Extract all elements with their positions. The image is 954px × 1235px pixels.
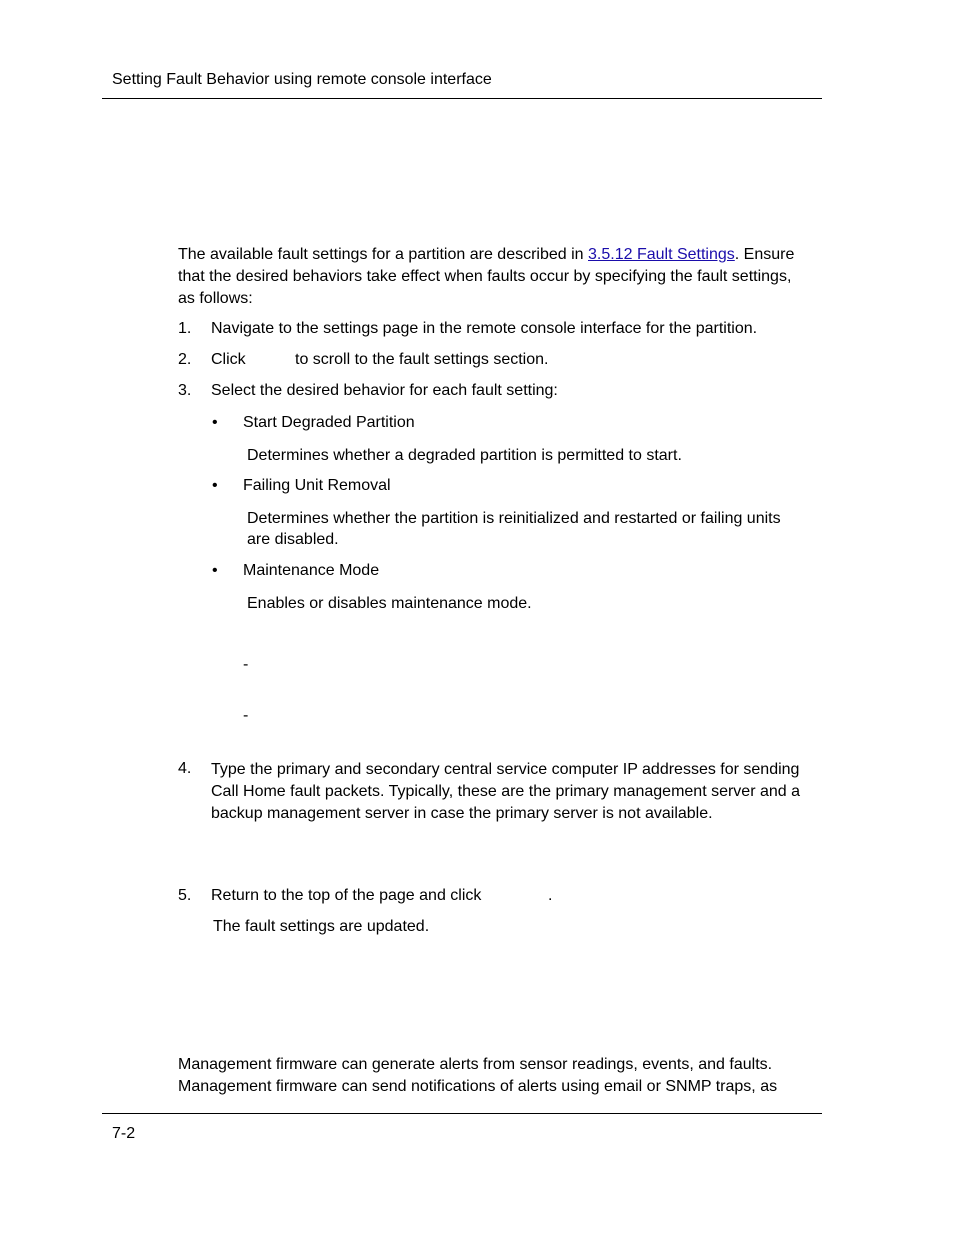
- step-5-result: The fault settings are updated.: [213, 918, 430, 935]
- page-number: 7-2: [112, 1125, 136, 1142]
- step-number: 4.: [178, 760, 192, 777]
- step-4-line: backup management server in case the primary server is not available.: [211, 805, 713, 822]
- bullet-failing-unit-removal: Failing Unit Removal: [243, 477, 391, 494]
- step-1-text: Navigate to the settings page in the remote console interface for the partition.: [211, 320, 758, 337]
- bullet-description: [247, 593, 532, 614]
- step-number: 5.: [178, 887, 192, 904]
- step-4-text: [211, 759, 800, 825]
- description-line: Enables or disables maintenance mode.: [247, 595, 532, 612]
- step-2-text: to scroll to the fault settings section.: [295, 351, 549, 368]
- bullet-icon: •: [212, 562, 218, 579]
- bullet-icon: •: [212, 477, 218, 494]
- description-line: Determines whether a degraded partition is permitted to start.: [247, 447, 682, 464]
- bullet-description: [247, 445, 682, 466]
- bullet-description: [247, 508, 781, 550]
- intro-text: The available fault settings for a partition are described in: [178, 246, 589, 263]
- step-5-text: Return to the top of the page and click: [211, 887, 482, 904]
- bullet-start-degraded-partition: Start Degraded Partition: [243, 414, 415, 431]
- step-5-period: .: [548, 887, 553, 904]
- step-number: 3.: [178, 382, 192, 399]
- alerts-line-2: Management firmware can send notifications of alerts using email or SNMP traps, as: [178, 1078, 778, 1095]
- alerts-line-1: Management firmware can generate alerts from sensor readings, events, and faults.: [178, 1056, 773, 1073]
- footer-rule: [102, 1113, 822, 1114]
- dash-marker: -: [243, 707, 249, 724]
- alerts-paragraph: [178, 1054, 818, 1098]
- header-rule: [102, 98, 822, 99]
- bullet-icon: •: [212, 414, 218, 431]
- description-line: are disabled.: [247, 531, 339, 548]
- dash-marker: -: [243, 656, 249, 673]
- intro-paragraph: [178, 244, 818, 310]
- intro-text-after-link: . Ensure: [734, 246, 795, 263]
- step-4-line: Call Home fault packets. Typically, these are the primary management server and a: [211, 783, 801, 800]
- intro-line-1: [178, 244, 818, 266]
- step-2-click-text: Click: [211, 351, 246, 368]
- step-number: 1.: [178, 320, 192, 337]
- step-4-line: Type the primary and secondary central service computer IP addresses for sending: [211, 761, 800, 778]
- intro-line-2: that the desired behaviors take effect when faults occur by specifying the fault settings,: [178, 268, 792, 285]
- bullet-maintenance-mode: Maintenance Mode: [243, 562, 380, 579]
- running-header: Setting Fault Behavior using remote console interface: [112, 71, 492, 88]
- step-3-text: Select the desired behavior for each fault setting:: [211, 382, 558, 399]
- step-number: 2.: [178, 351, 192, 368]
- fault-settings-link[interactable]: 3.5.12 Fault Settings: [588, 246, 735, 263]
- intro-line-3: as follows:: [178, 290, 253, 307]
- description-line: Determines whether the partition is reinitialized and restarted or failing units: [247, 510, 781, 527]
